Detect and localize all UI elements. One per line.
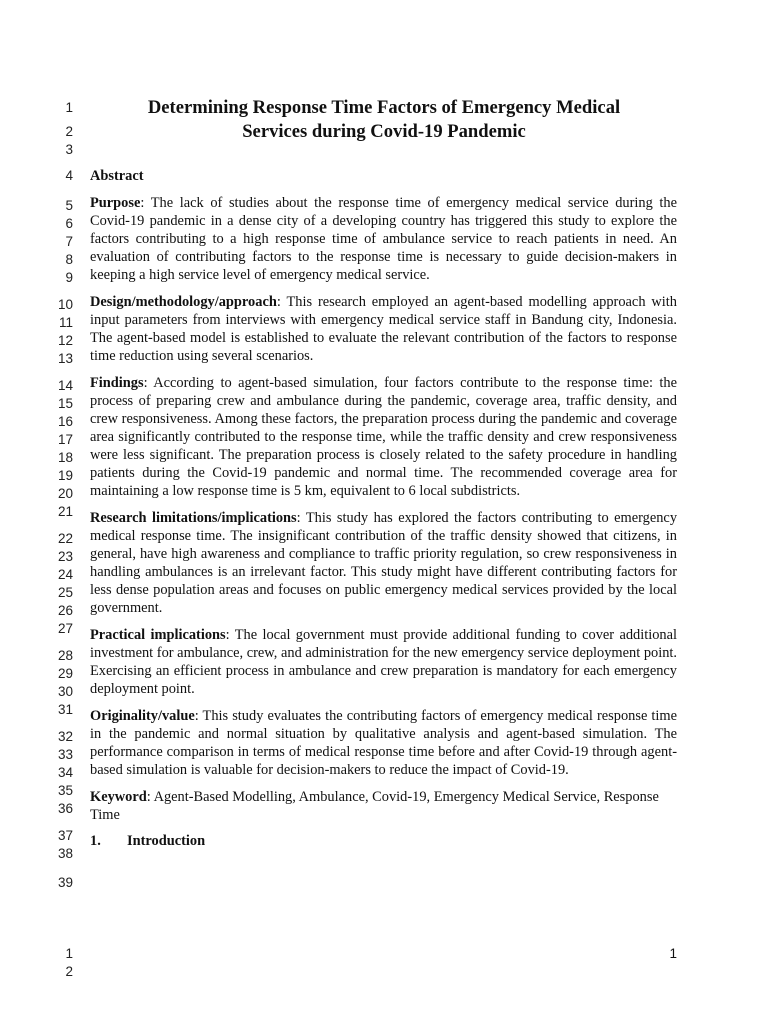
line-number: 20 (57, 486, 73, 501)
title-line-2: Services during Covid-19 Pandemic (242, 121, 526, 142)
line-number: 14 (57, 378, 73, 393)
abstract-heading: Abstract (90, 168, 144, 184)
line-number: 10 (57, 297, 73, 312)
footer-line-number: 2 (65, 964, 73, 979)
practical-paragraph (90, 626, 677, 698)
line-number: 35 (57, 783, 73, 798)
line-number: 25 (57, 585, 73, 600)
line-number: 36 (57, 801, 73, 816)
section-text: : According to agent-based simulation, four factors contribute to the response time: the process of preparing crew and ambulance during the pandemic, coverage area, traffic density, and crew responsiveness. Among these factors, the preparation process during the pandemic and coverage area significantly contributed to the response time, while the traffic density and crew responsiveness were less significant. The preparation process is closely related to the safety procedure in handling patients during the Covid-19 pandemic and normal time. The recommended coverage area for maintaining a low response time is 5 km, equivalent to 6 local subdistricts. (90, 375, 677, 499)
line-number: 38 (57, 846, 73, 861)
section-number: 1. (90, 833, 101, 849)
line-number: 2 (65, 124, 73, 139)
line-number: 12 (57, 333, 73, 348)
section-title: Introduction (127, 833, 206, 849)
line-number: 7 (65, 234, 73, 249)
keyword-paragraph (90, 788, 677, 824)
line-number-column (0, 0, 76, 1024)
line-number: 13 (57, 351, 73, 366)
line-number: 16 (57, 414, 73, 429)
line-number: 26 (57, 603, 73, 618)
line-number: 17 (57, 432, 73, 447)
line-number: 28 (57, 648, 73, 663)
line-number: 34 (57, 765, 73, 780)
line-number: 31 (57, 702, 73, 717)
line-number: 18 (57, 450, 73, 465)
findings-paragraph (90, 374, 677, 500)
design-paragraph (90, 293, 677, 365)
line-number: 23 (57, 549, 73, 564)
line-number: 6 (65, 216, 73, 231)
line-number: 5 (65, 198, 73, 213)
section-text: : This study evaluates the contributing factors of emergency medical response time in the pandemic and normal situation by qualitative analysis and agent-based simulation. The performance comparison in terms of medical response time before and after Covid-19 through agent-based simulation is valuable for decision-makers to reduce the impact of Covid-19. (90, 708, 677, 778)
line-number: 39 (57, 875, 73, 890)
limitations-paragraph (90, 509, 677, 617)
line-number: 4 (65, 168, 73, 183)
section-label: Findings (90, 375, 144, 391)
abstract-body (90, 167, 677, 850)
section-text: : This research employed an agent-based modelling approach with input parameters from interviews with emergency medical service staff in Bandung city, Indonesia. The agent-based model is established to evaluate the relevant contribution of the factors to response time reduction using several scenarios. (90, 294, 677, 364)
line-number: 29 (57, 666, 73, 681)
section-text: : The lack of studies about the response time of emergency medical service during the Covid-19 pandemic in a dense city of a developing country has triggered this study to explore the factors contributing to a high response time of ambulance service to reach patients in need. An evaluation of contributing factors to the response time is necessary to guide decision-makers in keeping a high service level of emergency medical service. (90, 195, 677, 283)
line-number: 3 (65, 142, 73, 157)
line-number: 11 (58, 315, 73, 330)
line-number: 37 (57, 828, 73, 843)
page-number: 1 (669, 946, 677, 961)
line-number: 15 (57, 396, 73, 411)
line-number: 19 (57, 468, 73, 483)
title-line-1: Determining Response Time Factors of Emergency Medical (147, 97, 621, 118)
line-number: 27 (57, 621, 73, 636)
purpose-paragraph (90, 194, 677, 284)
section-label: Design/methodology/approach (90, 294, 277, 310)
section-text: : This study has explored the factors contributing to emergency medical response time. The insignificant contribution of the traffic density showed that citizens, in general, have high awareness and compliance to traffic priority regulation, so crew responsiveness in handling ambulances is an irrelevant factor. This study might have different contributing factors for less dense population areas and focuses on public emergency medical services provided by the local government. (90, 510, 678, 616)
paper-title (90, 96, 678, 144)
section-label: Purpose (90, 195, 141, 211)
line-number: 1 (65, 100, 73, 115)
section-label: Keyword (90, 789, 147, 805)
line-number: 21 (57, 504, 73, 519)
section-text: : Agent-Based Modelling, Ambulance, Covid-19, Emergency Medical Service, Response Time (90, 789, 659, 823)
section-text: : The local government must provide additional funding to cover additional investment for ambulance, crew, and administration for the new emergency service deployment point. Exercising an efficient process in ambulance and crew preparation is mandatory for each emergency deployment point. (90, 627, 678, 697)
line-number: 24 (57, 567, 73, 582)
footer-line-number: 1 (65, 946, 73, 961)
originality-paragraph (90, 707, 677, 779)
line-number: 33 (57, 747, 73, 762)
section-label: Research limitations/implications (90, 510, 297, 526)
line-number: 22 (57, 531, 73, 546)
section-label: Originality/value (90, 708, 195, 724)
section-label: Practical implications (90, 627, 226, 643)
section-heading-introduction (90, 832, 677, 850)
line-number: 9 (65, 270, 73, 285)
line-number: 8 (65, 252, 73, 267)
line-number: 30 (57, 684, 73, 699)
line-number: 32 (57, 729, 73, 744)
